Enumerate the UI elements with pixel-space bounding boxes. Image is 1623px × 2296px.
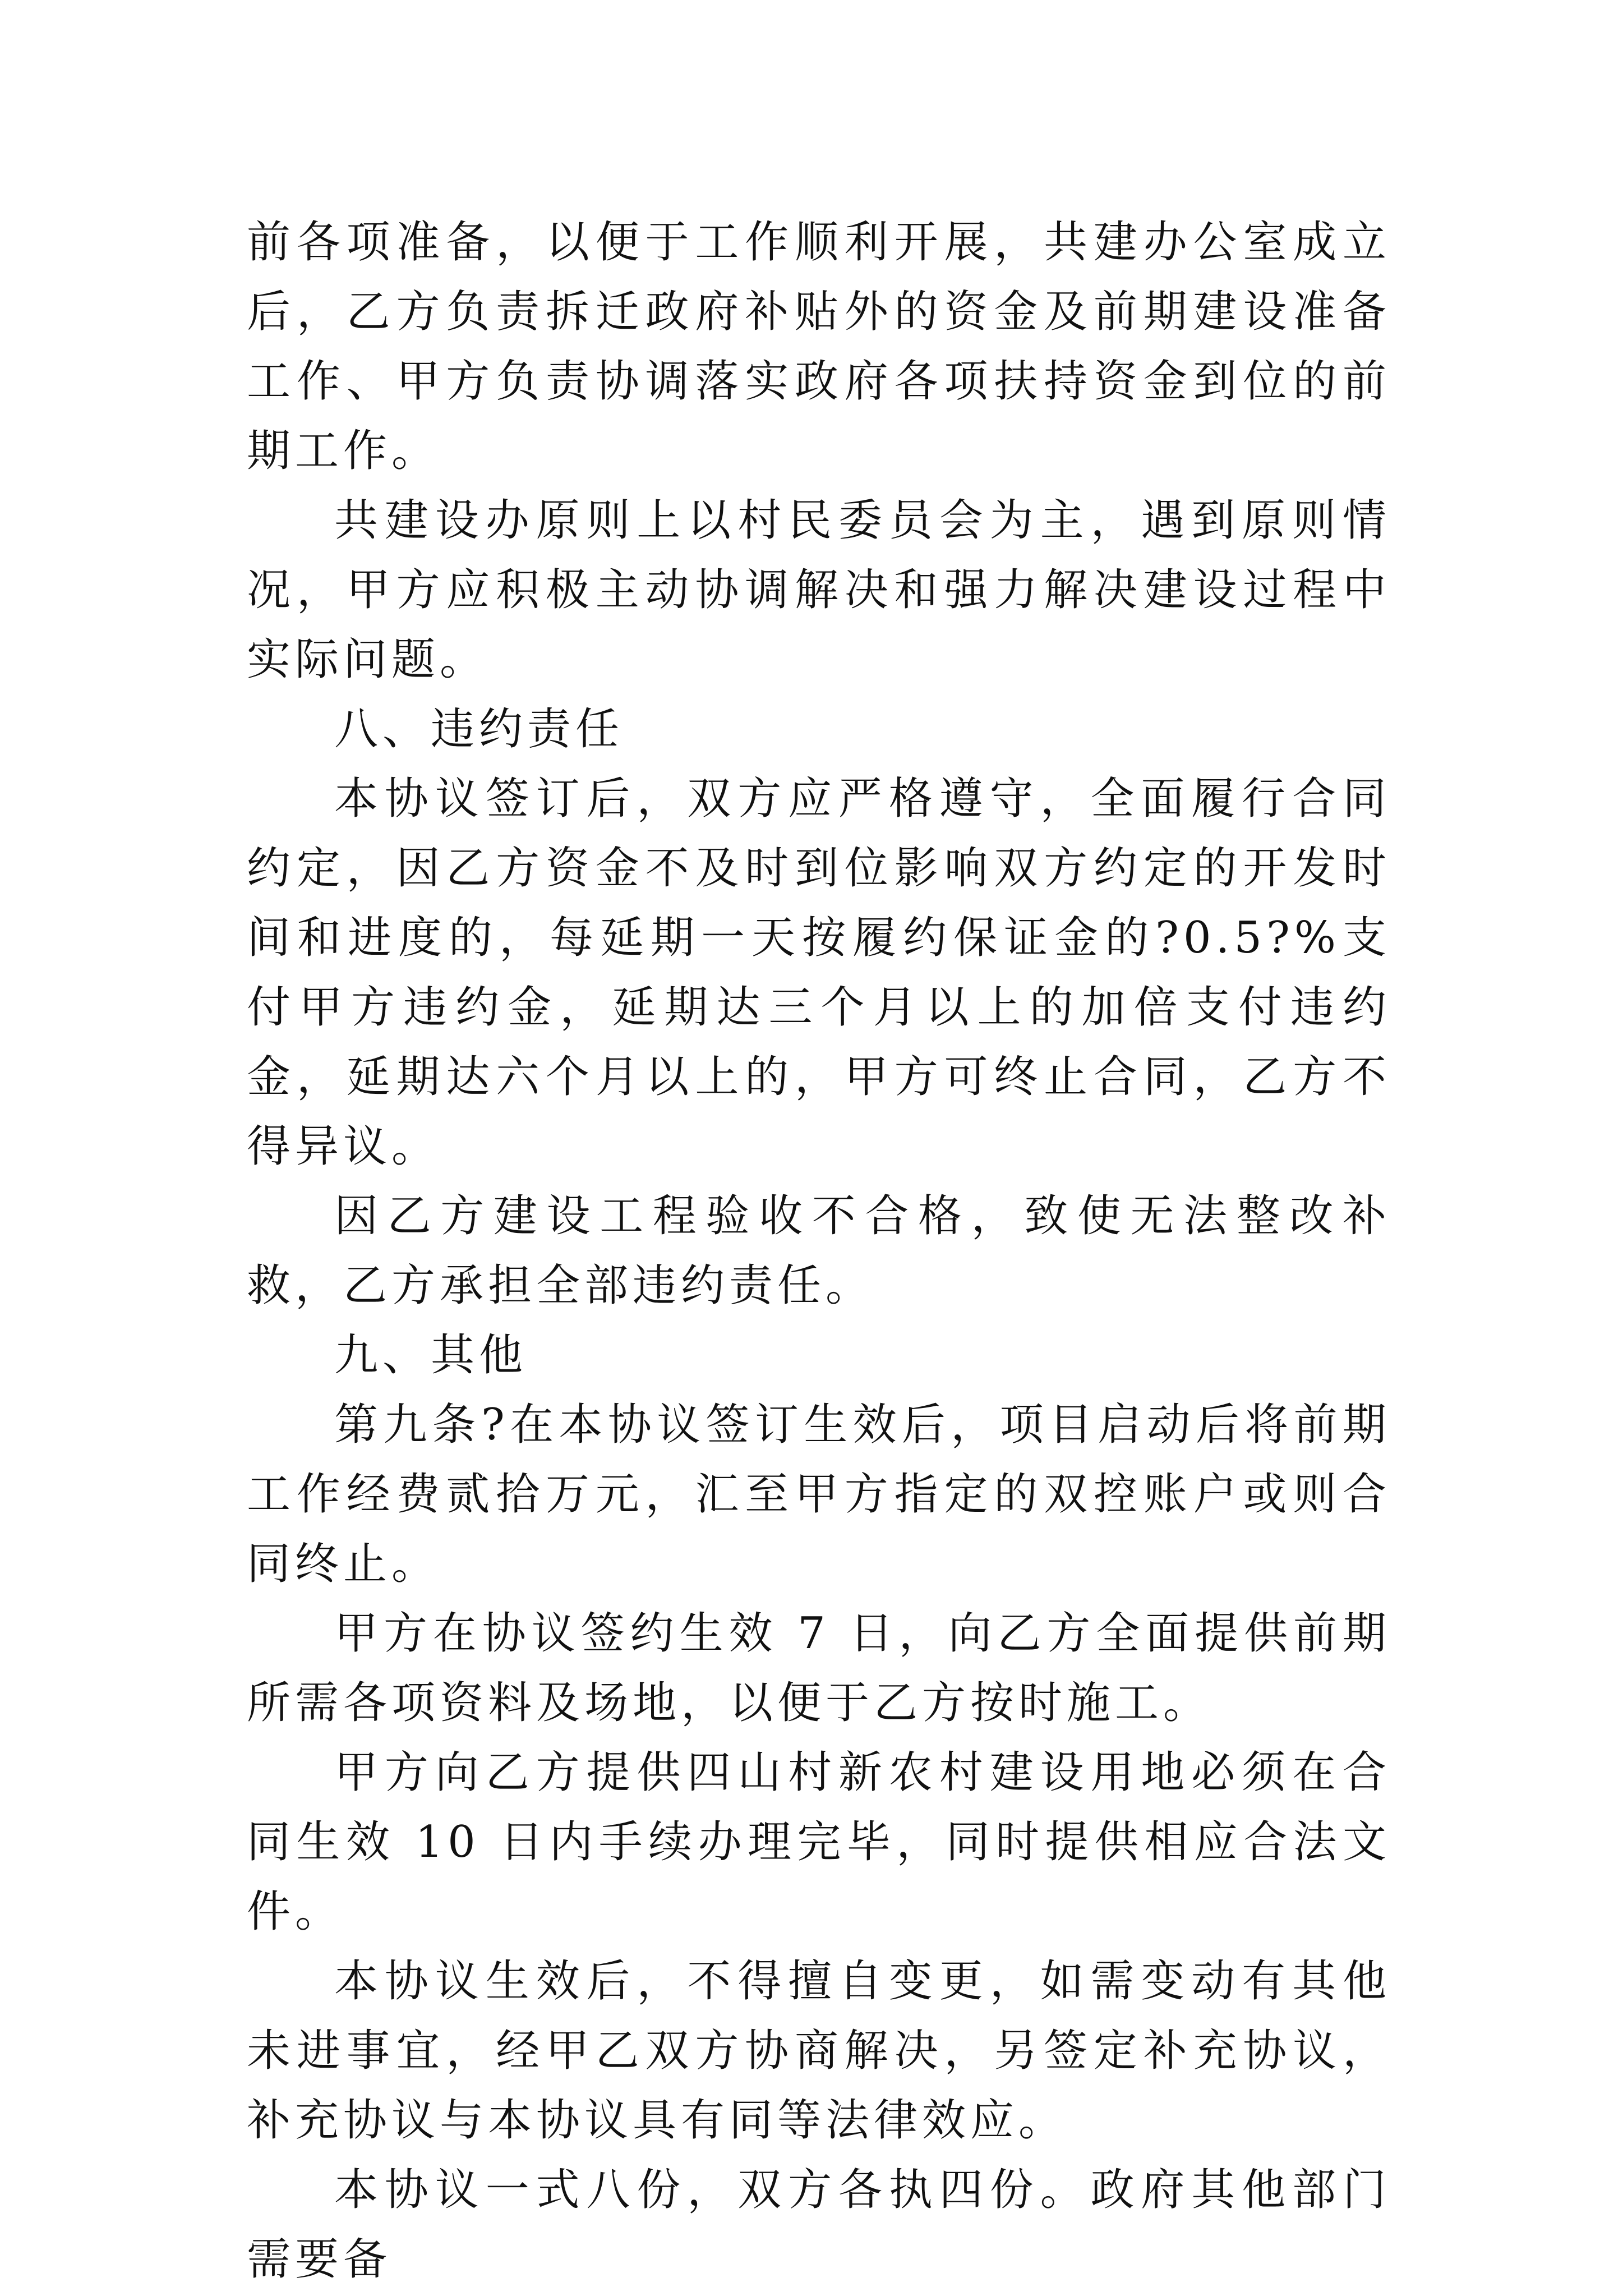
paragraph-acceptance-failure: 因乙方建设工程验收不合格，致使无法整改补救，乙方承担全部违约责任。 <box>247 1191 1391 1311</box>
document-body <box>247 208 1391 2294</box>
paragraph-article-nine: 第九条?在本协议签订生效后，项目启动后将前期工作经费贰拾万元，汇至甲方指定的双控账户或则合同终止。 <box>247 1400 1391 1589</box>
paragraph-preparation: 前各项准备，以便于工作顺利开展，共建办公室成立后，乙方负责拆迁政府补贴外的资金及前期建设准备工作、甲方负责协调落实政府各项扶持资金到位的前期工作。 <box>247 217 1391 476</box>
section-heading-breach: 八、违约责任 <box>334 704 624 754</box>
paragraph-joint-office: 共建设办原则上以村民委员会为主，遇到原则情况，甲方应积极主动协调解决和强力解决建设过程中实际问题。 <box>247 495 1391 685</box>
paragraph-land-use: 甲方向乙方提供四山村新农村建设用地必须在合同生效 10 日内手续办理完毕，同时提供相应合法文件。 <box>247 1747 1391 1937</box>
paragraph-materials: 甲方在协议签约生效 7 日，向乙方全面提供前期所需各项资料及场地，以便于乙方按时施工。 <box>247 1608 1391 1728</box>
paragraph-amendments: 本协议生效后，不得擅自变更，如需变动有其他未进事宜，经甲乙双方协商解决，另签定补充协议，补充协议与本协议具有同等法律效应。 <box>247 1956 1391 2146</box>
section-heading-other: 九、其他 <box>334 1330 528 1381</box>
paragraph-copies: 本协议一式八份，双方各执四份。政府其他部门需要备 <box>247 2165 1391 2285</box>
paragraph-breach-terms: 本协议签订后，双方应严格遵守，全面履行合同约定，因乙方资金不及时到位影响双方约定的开发时间和进度的，每延期一天按履约保证金的?0.5?%支付甲方违约金，延期达三个月以上的加倍支付违约金，延期达六个月以上的，甲方可终止合同，乙方不得异议。 <box>247 774 1391 1172</box>
